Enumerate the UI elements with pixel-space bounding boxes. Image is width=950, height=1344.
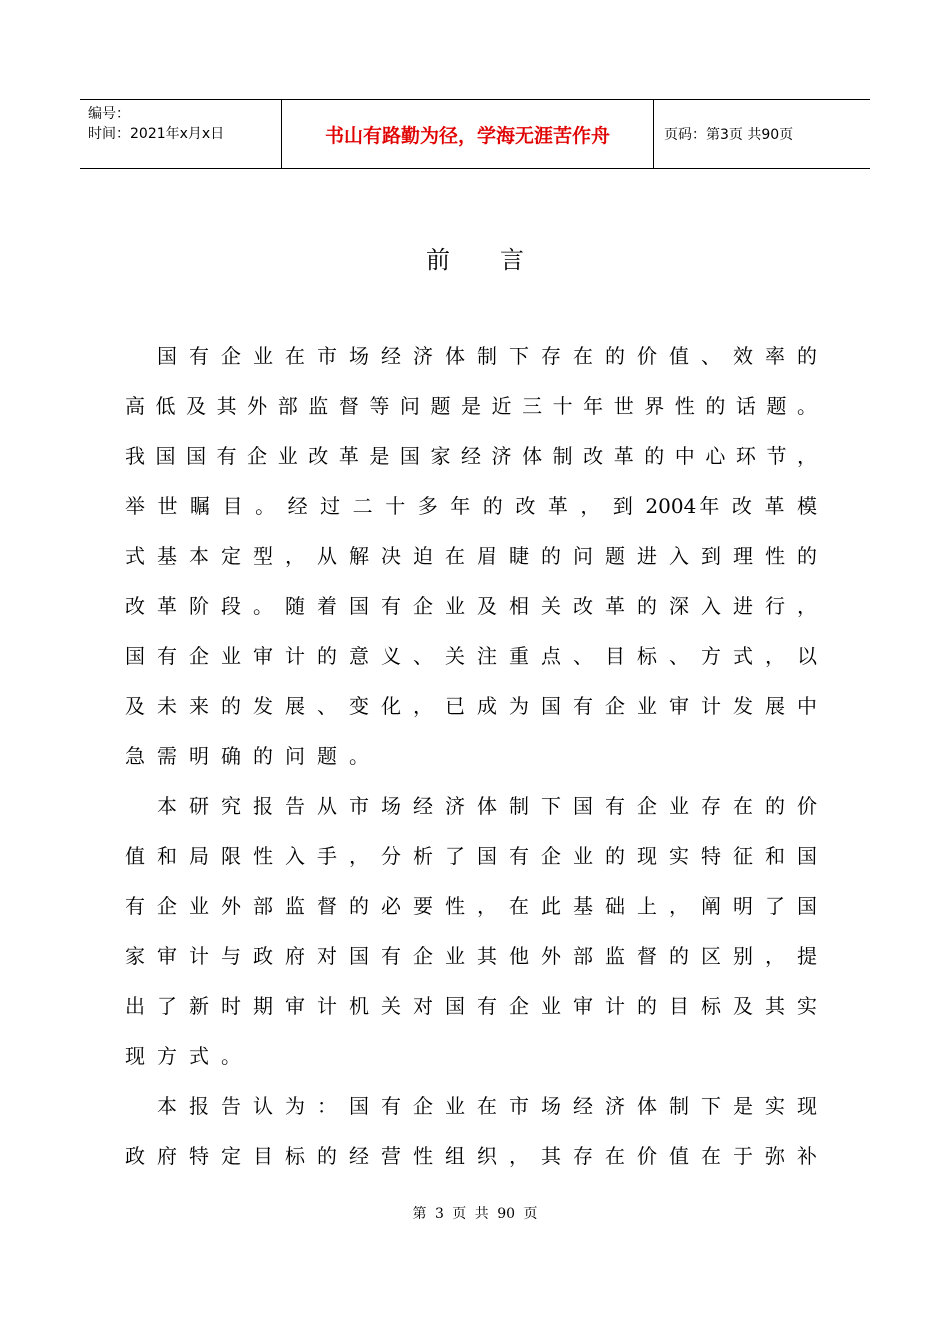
header-meta [80, 100, 282, 168]
body-line: 举 世 瞩 目 。 经 过 二 十 多 年 的 改 革 ， 到 2004年 改 革 模 [125, 494, 817, 518]
body-line: 改 革 阶 段 。 随 着 国 有 企 业 及 相 关 改 革 的 深 入 进 行 ， [125, 594, 817, 618]
page-footer: 第 3 页 共 90 页 [412, 1206, 538, 1222]
body-line: 政 府 特 定 目 标 的 经 营 性 组 织 ， 其 存 在 价 值 在 于 弥 补 [125, 1144, 817, 1168]
body-line: 值 和 局 限 性 入 手 ， 分 析 了 国 有 企 业 的 现 实 特 征 和 国 [125, 844, 817, 868]
document-time-label: 时间：2021年x月x日 [88, 126, 225, 142]
body-line: 急需明确的问题。 [125, 744, 381, 768]
body-line: 式 基 本 定 型 ， 从 解 决 迫 在 眉 睫 的 问 题 进 入 到 理 性 的 [125, 544, 817, 568]
body-line: 家 审 计 与 政 府 对 国 有 企 业 其 他 外 部 监 督 的 区 别 ， 提 [125, 944, 817, 968]
body-line: 国 有 企 业 在 市 场 经 济 体 制 下 存 在 的 价 值 、 效 率 的 [157, 344, 817, 368]
body-line: 本 研 究 报 告 从 市 场 经 济 体 制 下 国 有 企 业 存 在 的 价 [157, 794, 817, 818]
body-line: 国 有 企 业 审 计 的 意 义 、 关 注 重 点 、 目 标 、 方 式 ， 以 [125, 644, 817, 668]
header-page-info: 页码：第3页 共90页 [664, 127, 794, 143]
body-line: 本 报 告 认 为 ： 国 有 企 业 在 市 场 经 济 体 制 下 是 实 现 [157, 1094, 817, 1118]
body-line: 有 企 业 外 部 监 督 的 必 要 性 ， 在 此 基 础 上 ， 阐 明 了 国 [125, 894, 817, 918]
body-line: 高 低 及 其 外 部 监 督 等 问 题 是 近 三 十 年 世 界 性 的 话 题 。 [125, 394, 817, 418]
header-motto: 书山有路勤为径，学海无涯苦作舟 [282, 100, 654, 168]
page-title: 前言 [426, 246, 574, 274]
body-line: 及 未 来 的 发 展 、 变 化 ， 已 成 为 国 有 企 业 审 计 发 展 中 [125, 694, 817, 718]
document-header [80, 99, 870, 169]
body-line: 现方式。 [125, 1044, 253, 1068]
document-number-label: 编号： [88, 106, 130, 122]
body-line: 我 国 国 有 企 业 改 革 是 国 家 经 济 体 制 改 革 的 中 心 环 节 ， [125, 444, 817, 468]
body-line: 出 了 新 时 期 审 计 机 关 对 国 有 企 业 审 计 的 目 标 及 其 实 [125, 994, 817, 1018]
